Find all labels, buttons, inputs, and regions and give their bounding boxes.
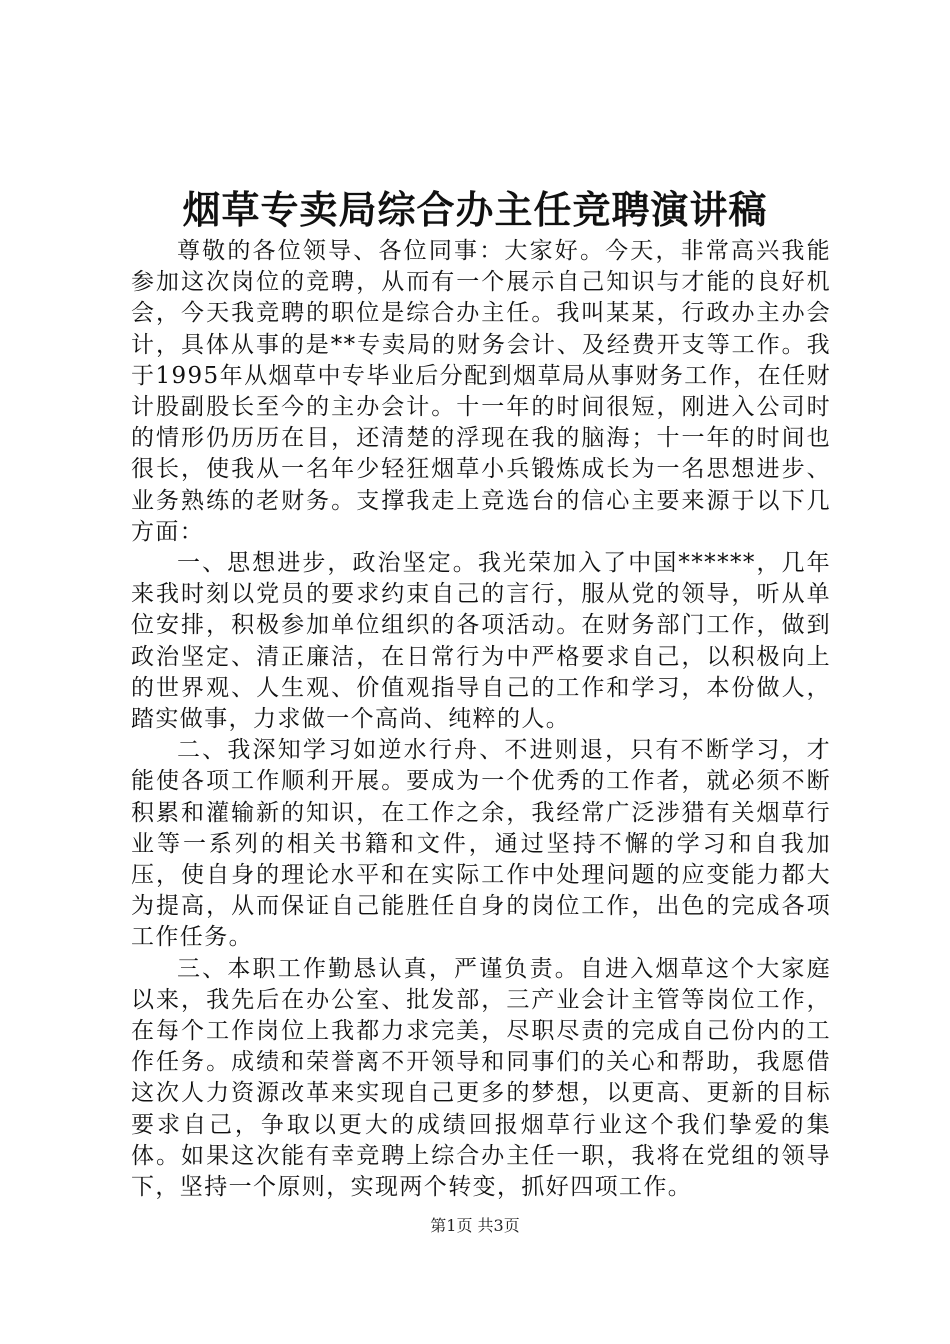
page-number-footer: 第1页 共3页 xyxy=(430,1216,520,1235)
paragraph-intro: 尊敬的各位领导、各位同事：大家好。今天，非常高兴我能参加这次岗位的竞聘，从而有一个展示自己知识与才能的良好机会，今天我竞聘的职位是综合办主任。我叫某某，行政办主办会计，具体从事的是**专卖局的财务会计、及经费开支等工作。我于1995年从烟草中专毕业后分配到烟草局从事财务工作，在任财计股副股长至今的主办会计。十一年的时间很短，刚进入公司时的情形仍历历在目，还清楚的浮现在我的脑海；十一年的时间也很长，使我从一名年少轻狂烟草小兵锻炼成长为一名思想进步、业务熟练的老财务。支撑我走上竞选台的信心主要来源于以下几方面： xyxy=(131,238,831,545)
paragraph-point-two: 二、我深知学习如逆水行舟、不进则退，只有不断学习，才能使各项工作顺利开展。要成为一个优秀的工作者，就必须不断积累和灌输新的知识，在工作之余，我经常广泛涉猎有关烟草行业等一系列的相关书籍和文件，通过坚持不懈的学习和自我加压，使自身的理论水平和在实际工作中处理问题的应变能力都大为提高，从而保证自己能胜任自身的岗位工作，出色的完成各项工作任务。 xyxy=(131,737,831,951)
document-body xyxy=(131,236,831,1203)
paragraph-point-one: 一、思想进步，政治坚定。我光荣加入了中国******，几年来我时刻以党员的要求约束自己的言行，服从党的领导，听从单位安排，积极参加单位组织的各项活动。在财务部门工作，做到政治坚定、清正廉洁，在日常行为中严格要求自己，以积极向上的世界观、人生观、价值观指导自己的工作和学习，本份做人，踏实做事，力求做一个高尚、纯粹的人。 xyxy=(131,550,831,733)
document-title: 烟草专卖局综合办主任竞聘演讲稿 xyxy=(182,188,768,232)
paragraph-point-three: 三、本职工作勤恳认真，严谨负责。自进入烟草这个大家庭以来，我先后在办公室、批发部，三产业会计主管等岗位工作，在每个工作岗位上我都力求完美，尽职尽责的完成自己份内的工作任务。成绩和荣誉离不开领导和同事们的关心和帮助，我愿借这次人力资源改革来实现自己更多的梦想，以更高、更新的目标要求自己，争取以更大的成绩回报烟草行业这个我们挚爱的集体。如果这次能有幸竞聘上综合办主任一职，我将在党组的领导下，坚持一个原则，实现两个转变，抓好四项工作。 xyxy=(131,955,831,1201)
